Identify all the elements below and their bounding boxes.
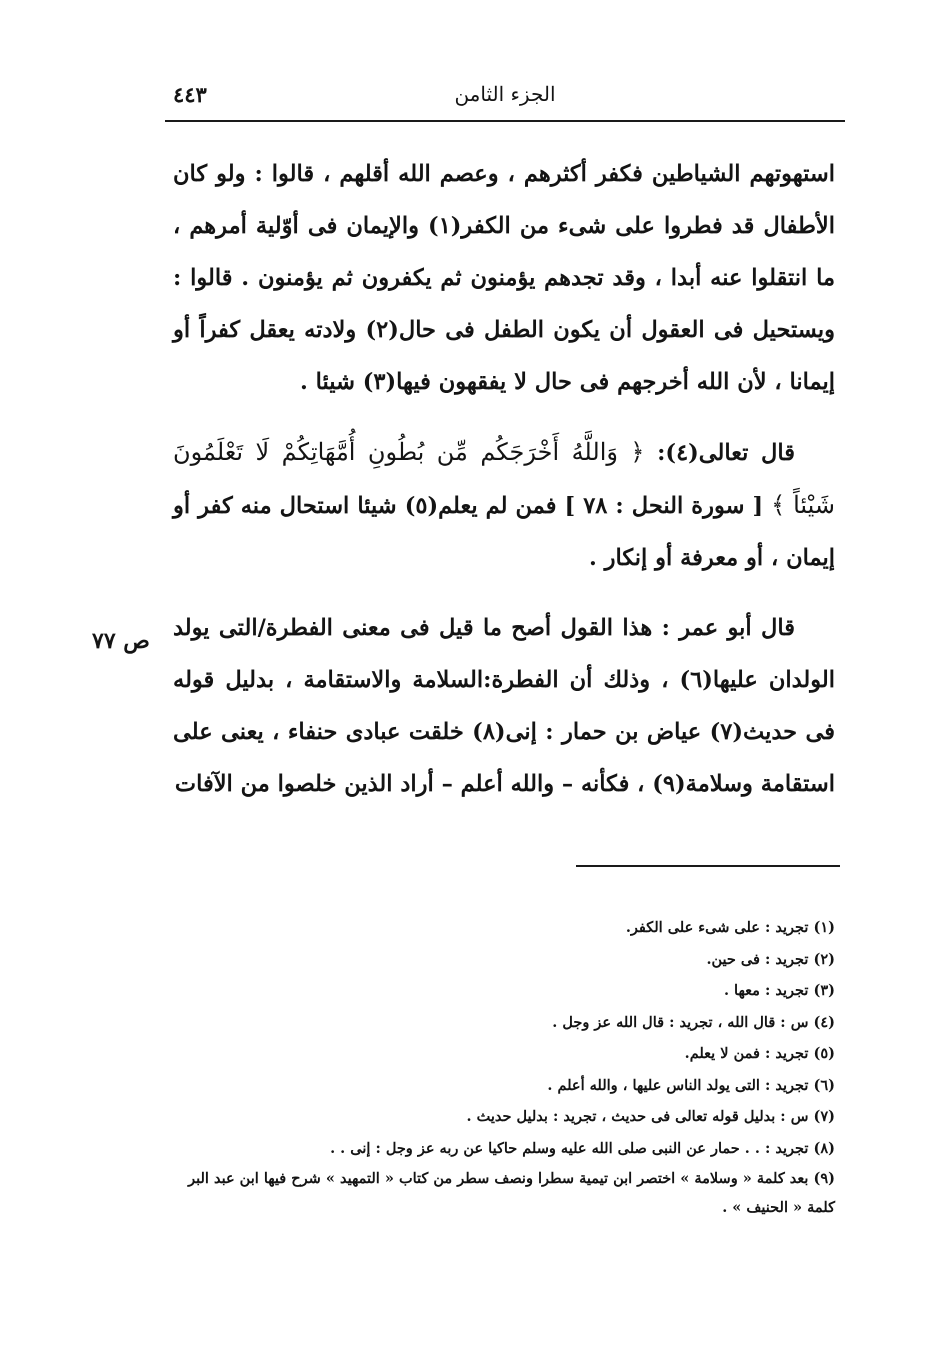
footnote: (٦) تجريد : التى يولد الناس عليها ، والله أعلم . [547,1076,835,1094]
verse-reference: [ سورة النحل : ٧٨ ] [556,493,772,519]
footnote: (٧) س : بدليل قوله تعالى فى حديث ، تجريد : بدليل حديث . [466,1108,835,1125]
paragraph-1: استهوتهم الشياطين فكفر أكثرهم ، وعصم الله أقلهم ، قالوا : ولو كان الأطفال قد فطروا على شىء من الكفر(١) والإيمان فى أوّلية أمرهم ، ما انتقلوا عنه أبدا ، وقد تجدهم يؤمنون ثم يكفرون ثم يؤمنون . قالوا : ويستحيل فى العقول أن يكون الطفل فى حال(٢) ولادته يعقل كفراً أو إيمانا ، لأن الله أخرجهم فى حال لا يفقهون فيها(٣) شيئا . [173,161,835,395]
footnote: (١) تجريد : على شىء على الكفر. [625,919,835,936]
footnote: (٥) تجريد : فمن لا يعلم. [684,1045,835,1062]
footnote: (٩) بعد كلمة « وسلامة » اختصر ابن تيمية سطرا ونصف سطر من كتاب « التمهيد » شرح فيها ابن عبد البر كلمة « الحنيف » . [188,1170,835,1216]
paragraph-2-rest: فمن لم يعلم(٥) شيئا استحال منه كفر أو إيمان ، أو معرفة أو إنكار . [173,493,835,571]
header-rule [165,120,845,122]
footnote: (٢) تجريد : فى حين. [706,950,835,968]
margin-page-reference: ص ٧٧ [92,628,150,654]
paragraph-3: قال أبو عمر : هذا القول أصح ما قيل فى معنى الفطرة/التى يولد الولدان عليها(٦) ، وذلك أن الفطرة:السلامة والاستقامة ، بدليل قوله فى حديث(٧) عياض بن حمار : إنى(٨) خلقت عبادى حنفاء ، يعنى على استقامة وسلامة(٩) ، فكأنه – والله أعلم – أراد الذين خلصوا من الآفات [173,615,835,797]
footnote: (٤) س : قال الله ، تجريد : قال الله عز وجل . [552,1013,835,1031]
footnotes [185,912,835,1222]
footnote: (٨) تجريد : . . حمار عن النبى صلى الله عليه وسلم حاكيا عن ربه عز وجل : إنى . . [330,1139,835,1157]
quran-verse: ﴿ وَاللَّهُ أَخْرَجَكُم مِّن بُطُونِ أُمَّهَاتِكُمْ لَا تَعْلَمُونَ شَيْئاً ﴾ [173,438,835,519]
footnote: (٣) تجريد : معها . [723,982,835,999]
page-number: ٤٤٣ [173,82,207,107]
running-title: الجزء الثامن [454,82,556,106]
main-text [173,148,835,810]
paragraph-2 [173,426,835,584]
page-header [165,70,845,120]
footnote-rule [576,865,840,867]
verse-intro: قال تعالى(٤): [644,440,795,466]
